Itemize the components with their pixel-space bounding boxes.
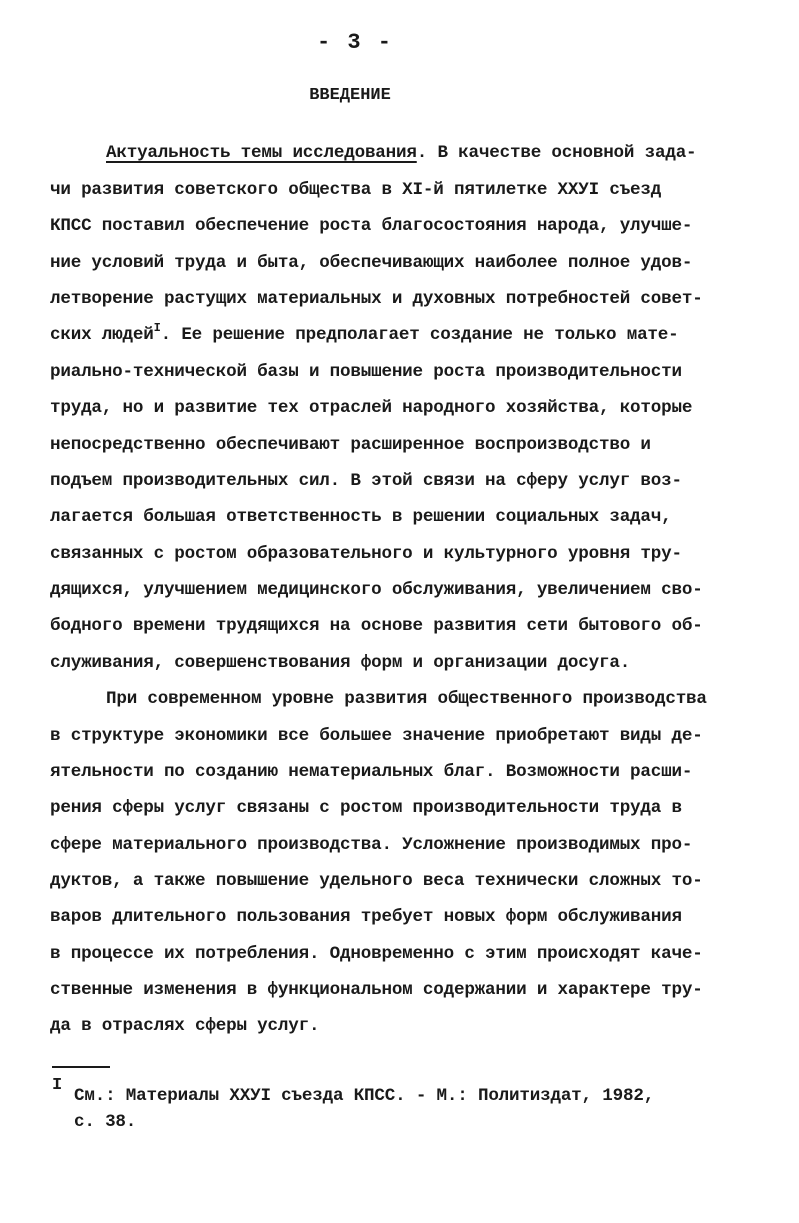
paragraph-1-line-12: связанных с ростом образовательного и культурного уровня тру- bbox=[50, 544, 682, 564]
footnote-line-2: с. 38. bbox=[74, 1112, 137, 1132]
paragraph-1-line-1 bbox=[106, 139, 696, 167]
paragraph-1-line-8: труда, но и развитие тех отраслей народного хозяйства, которые bbox=[50, 398, 693, 418]
paragraph-2-line-1: При современном уровне развития общественного производства bbox=[106, 689, 707, 709]
paragraph-1-line-4: ние условий труда и быта, обеспечивающих наиболее полное удов- bbox=[50, 253, 693, 273]
paragraph-1-line-5: летворение растущих материальных и духовных потребностей совет- bbox=[50, 289, 703, 309]
paragraph-2-line-4: рения сферы услуг связаны с ростом производительности труда в bbox=[50, 798, 682, 818]
paragraph-2-line-2: в структуре экономики все большее значение приобретают виды де- bbox=[50, 726, 703, 746]
footnote-line-1: См.: Материалы XXУI съезда КПСС. - М.: Политиздат, 1982, bbox=[74, 1086, 655, 1106]
paragraph-1-line-6 bbox=[50, 321, 679, 349]
paragraph-2-line-8: в процессе их потребления. Одновременно с этим происходят каче- bbox=[50, 944, 703, 964]
paragraph-2-line-6: дуктов, а также повышение удельного веса технически сложных то- bbox=[50, 871, 703, 891]
section-heading: ВВЕДЕНИЕ bbox=[309, 86, 391, 105]
footnote-mark: I bbox=[52, 1076, 63, 1095]
topic-label: Актуальность темы исследования bbox=[106, 143, 417, 163]
paragraph-1-line-6-end: . Ее решение предполагает создание не только мате- bbox=[160, 325, 679, 345]
footnote-reference: I bbox=[153, 321, 161, 335]
paragraph-1-line-7: риально-технической базы и повышение роста производительности bbox=[50, 362, 682, 382]
paragraph-1-line-9: непосредственно обеспечивают расширенное воспроизводство и bbox=[50, 435, 651, 455]
paragraph-1-line-10: подъем производительных сил. В этой связи на сферу услуг воз- bbox=[50, 471, 682, 491]
paragraph-1-line-2: чи развития советского общества в XI-й пятилетке XXУI съезд bbox=[50, 180, 662, 200]
paragraph-2-line-9: ственные изменения в функциональном содержании и характере тру- bbox=[50, 980, 703, 1000]
paragraph-1-line-1-rest: . В качестве основной зада- bbox=[416, 143, 697, 163]
paragraph-2-line-5: сфере материального производства. Усложнение производимых про- bbox=[50, 835, 693, 855]
page-number: - 3 - bbox=[316, 30, 393, 55]
paragraph-1-line-6-start: ских людей bbox=[50, 325, 154, 345]
paragraph-1-line-13: дящихся, улучшением медицинского обслуживания, увеличением сво- bbox=[50, 580, 703, 600]
paragraph-1-line-11: лагается большая ответственность в решении социальных задач, bbox=[50, 507, 672, 527]
paragraph-2-line-7: варов длительного пользования требует новых форм обслуживания bbox=[50, 907, 682, 927]
paragraph-2-line-10: да в отраслях сферы услуг. bbox=[50, 1016, 320, 1036]
paragraph-1-line-14: бодного времени трудящихся на основе развития сети бытового об- bbox=[50, 616, 703, 636]
footnote-divider bbox=[52, 1066, 110, 1068]
paragraph-2-line-3: ятельности по созданию нематериальных благ. Возможности расши- bbox=[50, 762, 693, 782]
paragraph-1-line-3: КПСС поставил обеспечение роста благосостояния народа, улучше- bbox=[50, 216, 693, 236]
paragraph-1-line-15: служивания, совершенствования форм и организации досуга. bbox=[50, 653, 631, 673]
